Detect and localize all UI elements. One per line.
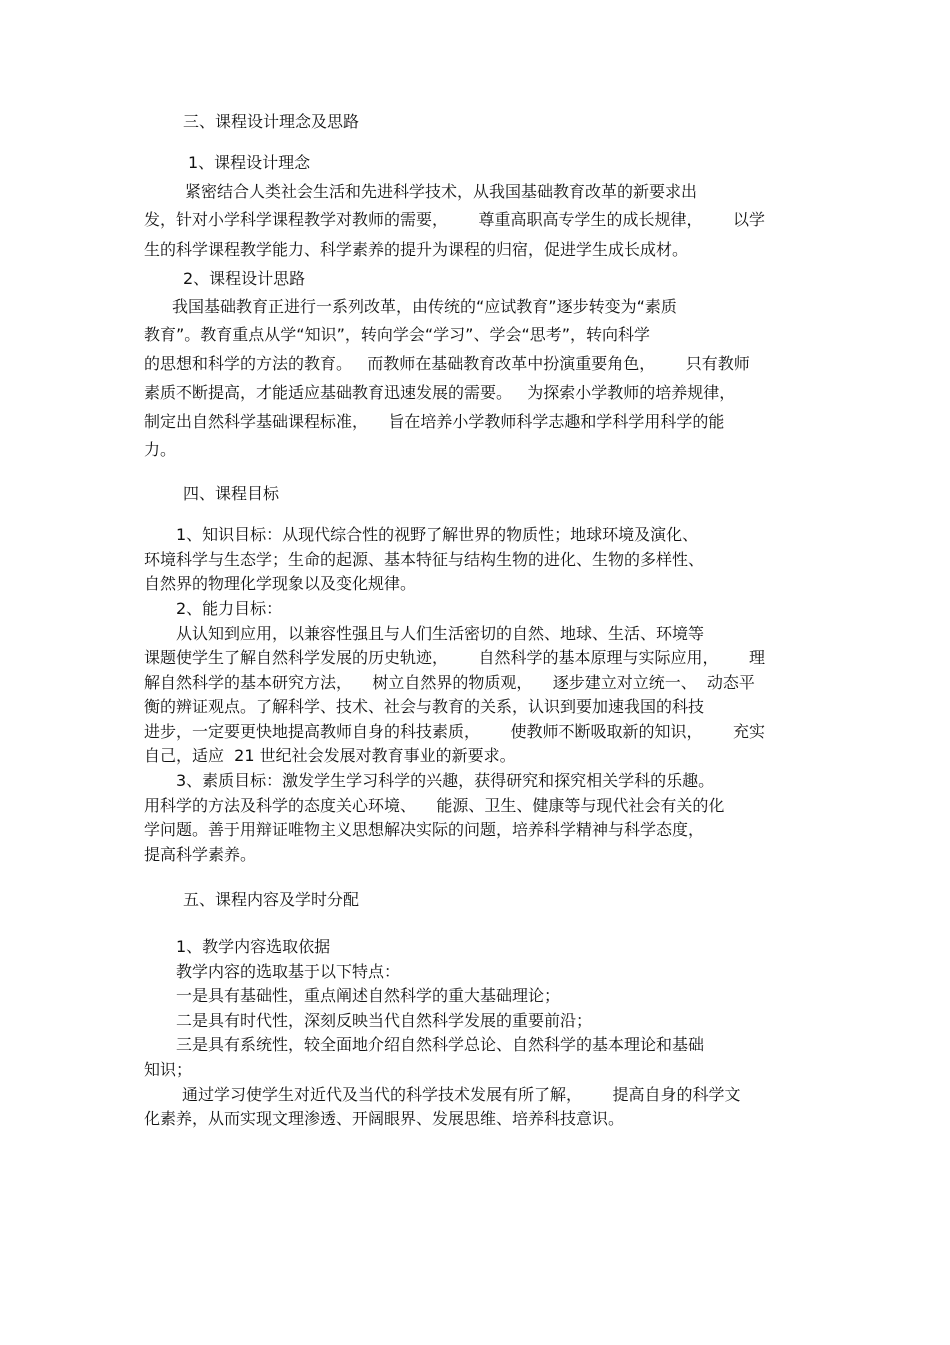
paragraph-line: 发，针对小学科学课程教学对教师的需要， 尊重高职高专学生的成长规律， 以学 bbox=[144, 210, 766, 229]
paragraph-line: 知识； bbox=[144, 1060, 193, 1079]
list-item: 一是具有基础性，重点阐述自然科学的重大基础理论； bbox=[176, 986, 561, 1005]
paragraph-line: 化素养，从而实现文理渗透、开阔眼界、发展思维、培养科技意识。 bbox=[144, 1109, 625, 1128]
paragraph-line: 生的科学课程教学能力、科学素养的提升为课程的归宿，促进学生成长成材。 bbox=[144, 240, 689, 259]
paragraph-line: 通过学习使学生对近代及当代的科学技术发展有所了解， 提高自身的科学文 bbox=[182, 1085, 741, 1104]
paragraph-line: 衡的辨证观点。了解科学、技术、社会与教育的关系，认识到要加速我国的科技 bbox=[144, 697, 705, 716]
paragraph-line: 的思想和科学的方法的教育。 而教师在基础教育改革中扮演重要角色， 只有教师 bbox=[144, 354, 750, 373]
paragraph-line: 从认知到应用，以兼容性强且与人们生活密切的自然、地球、生活、环境等 bbox=[176, 624, 705, 643]
paragraph-line: 自己，适应 21 世纪社会发展对教育事业的新要求。 bbox=[144, 746, 516, 765]
section-heading-3: 三、课程设计理念及思路 bbox=[183, 112, 360, 131]
list-item: 二是具有时代性，深刻反映当代自然科学发展的重要前沿； bbox=[176, 1011, 593, 1030]
paragraph-line: 我国基础教育正进行一系列改革，由传统的“应试教育”逐步转变为“素质 bbox=[172, 297, 677, 316]
paragraph-line: 自然界的物理化学现象以及变化规律。 bbox=[144, 574, 417, 593]
paragraph-line: 1、知识目标：从现代综合性的视野了解世界的物质性；地球环境及演化、 bbox=[176, 525, 699, 544]
paragraph-line: 力。 bbox=[144, 440, 177, 459]
paragraph-line: 进步，一定要更快地提高教师自身的科技素质， 使教师不断吸取新的知识， 充实 bbox=[144, 722, 766, 741]
paragraph-line: 教育”。教育重点从学“知识”，转向学会“学习”、学会“思考”，转向科学 bbox=[144, 325, 651, 344]
paragraph-line: 学问题。善于用辩证唯物主义思想解决实际的问题，培养科学精神与科学态度， bbox=[144, 820, 705, 839]
section-heading-5: 五、课程内容及学时分配 bbox=[183, 890, 360, 909]
paragraph-line: 素质不断提高，才能适应基础教育迅速发展的需要。 为探索小学教师的培养规律， bbox=[144, 383, 736, 402]
paragraph-line: 制定出自然科学基础课程标准， 旨在培养小学教师科学志趣和学科学用科学的能 bbox=[144, 412, 725, 431]
section-heading-4: 四、课程目标 bbox=[183, 484, 280, 503]
paragraph-line: 教学内容的选取基于以下特点： bbox=[176, 962, 401, 981]
paragraph-line: 用科学的方法及科学的态度关心环境、 能源、卫生、健康等与现代社会有关的化 bbox=[144, 796, 725, 815]
paragraph-line: 3、素质目标：激发学生学习科学的兴趣，获得研究和探究相关学科的乐趣。 bbox=[176, 771, 715, 790]
paragraph-line: 课题使学生了解自然科学发展的历史轨迹， 自然科学的基本原理与实际应用， 理 bbox=[144, 648, 766, 667]
paragraph-line: 环境科学与生态学；生命的起源、基本特征与结构生物的进化、生物的多样性、 bbox=[144, 550, 705, 569]
subsection-heading: 2、能力目标： bbox=[176, 599, 283, 618]
subsection-heading: 1、教学内容选取依据 bbox=[176, 937, 331, 956]
paragraph-line: 提高科学素养。 bbox=[144, 845, 257, 864]
paragraph-line: 解自然科学的基本研究方法， 树立自然界的物质观， 逐步建立对立统一、 动态平 bbox=[144, 673, 755, 692]
list-item: 三是具有系统性，较全面地介绍自然科学总论、自然科学的基本理论和基础 bbox=[176, 1035, 705, 1054]
paragraph-line: 紧密结合人类社会生活和先进科学技术，从我国基础教育改革的新要求出 bbox=[185, 182, 698, 201]
subsection-heading: 1、课程设计理念 bbox=[188, 153, 311, 172]
subsection-heading: 2、课程设计思路 bbox=[183, 269, 306, 288]
